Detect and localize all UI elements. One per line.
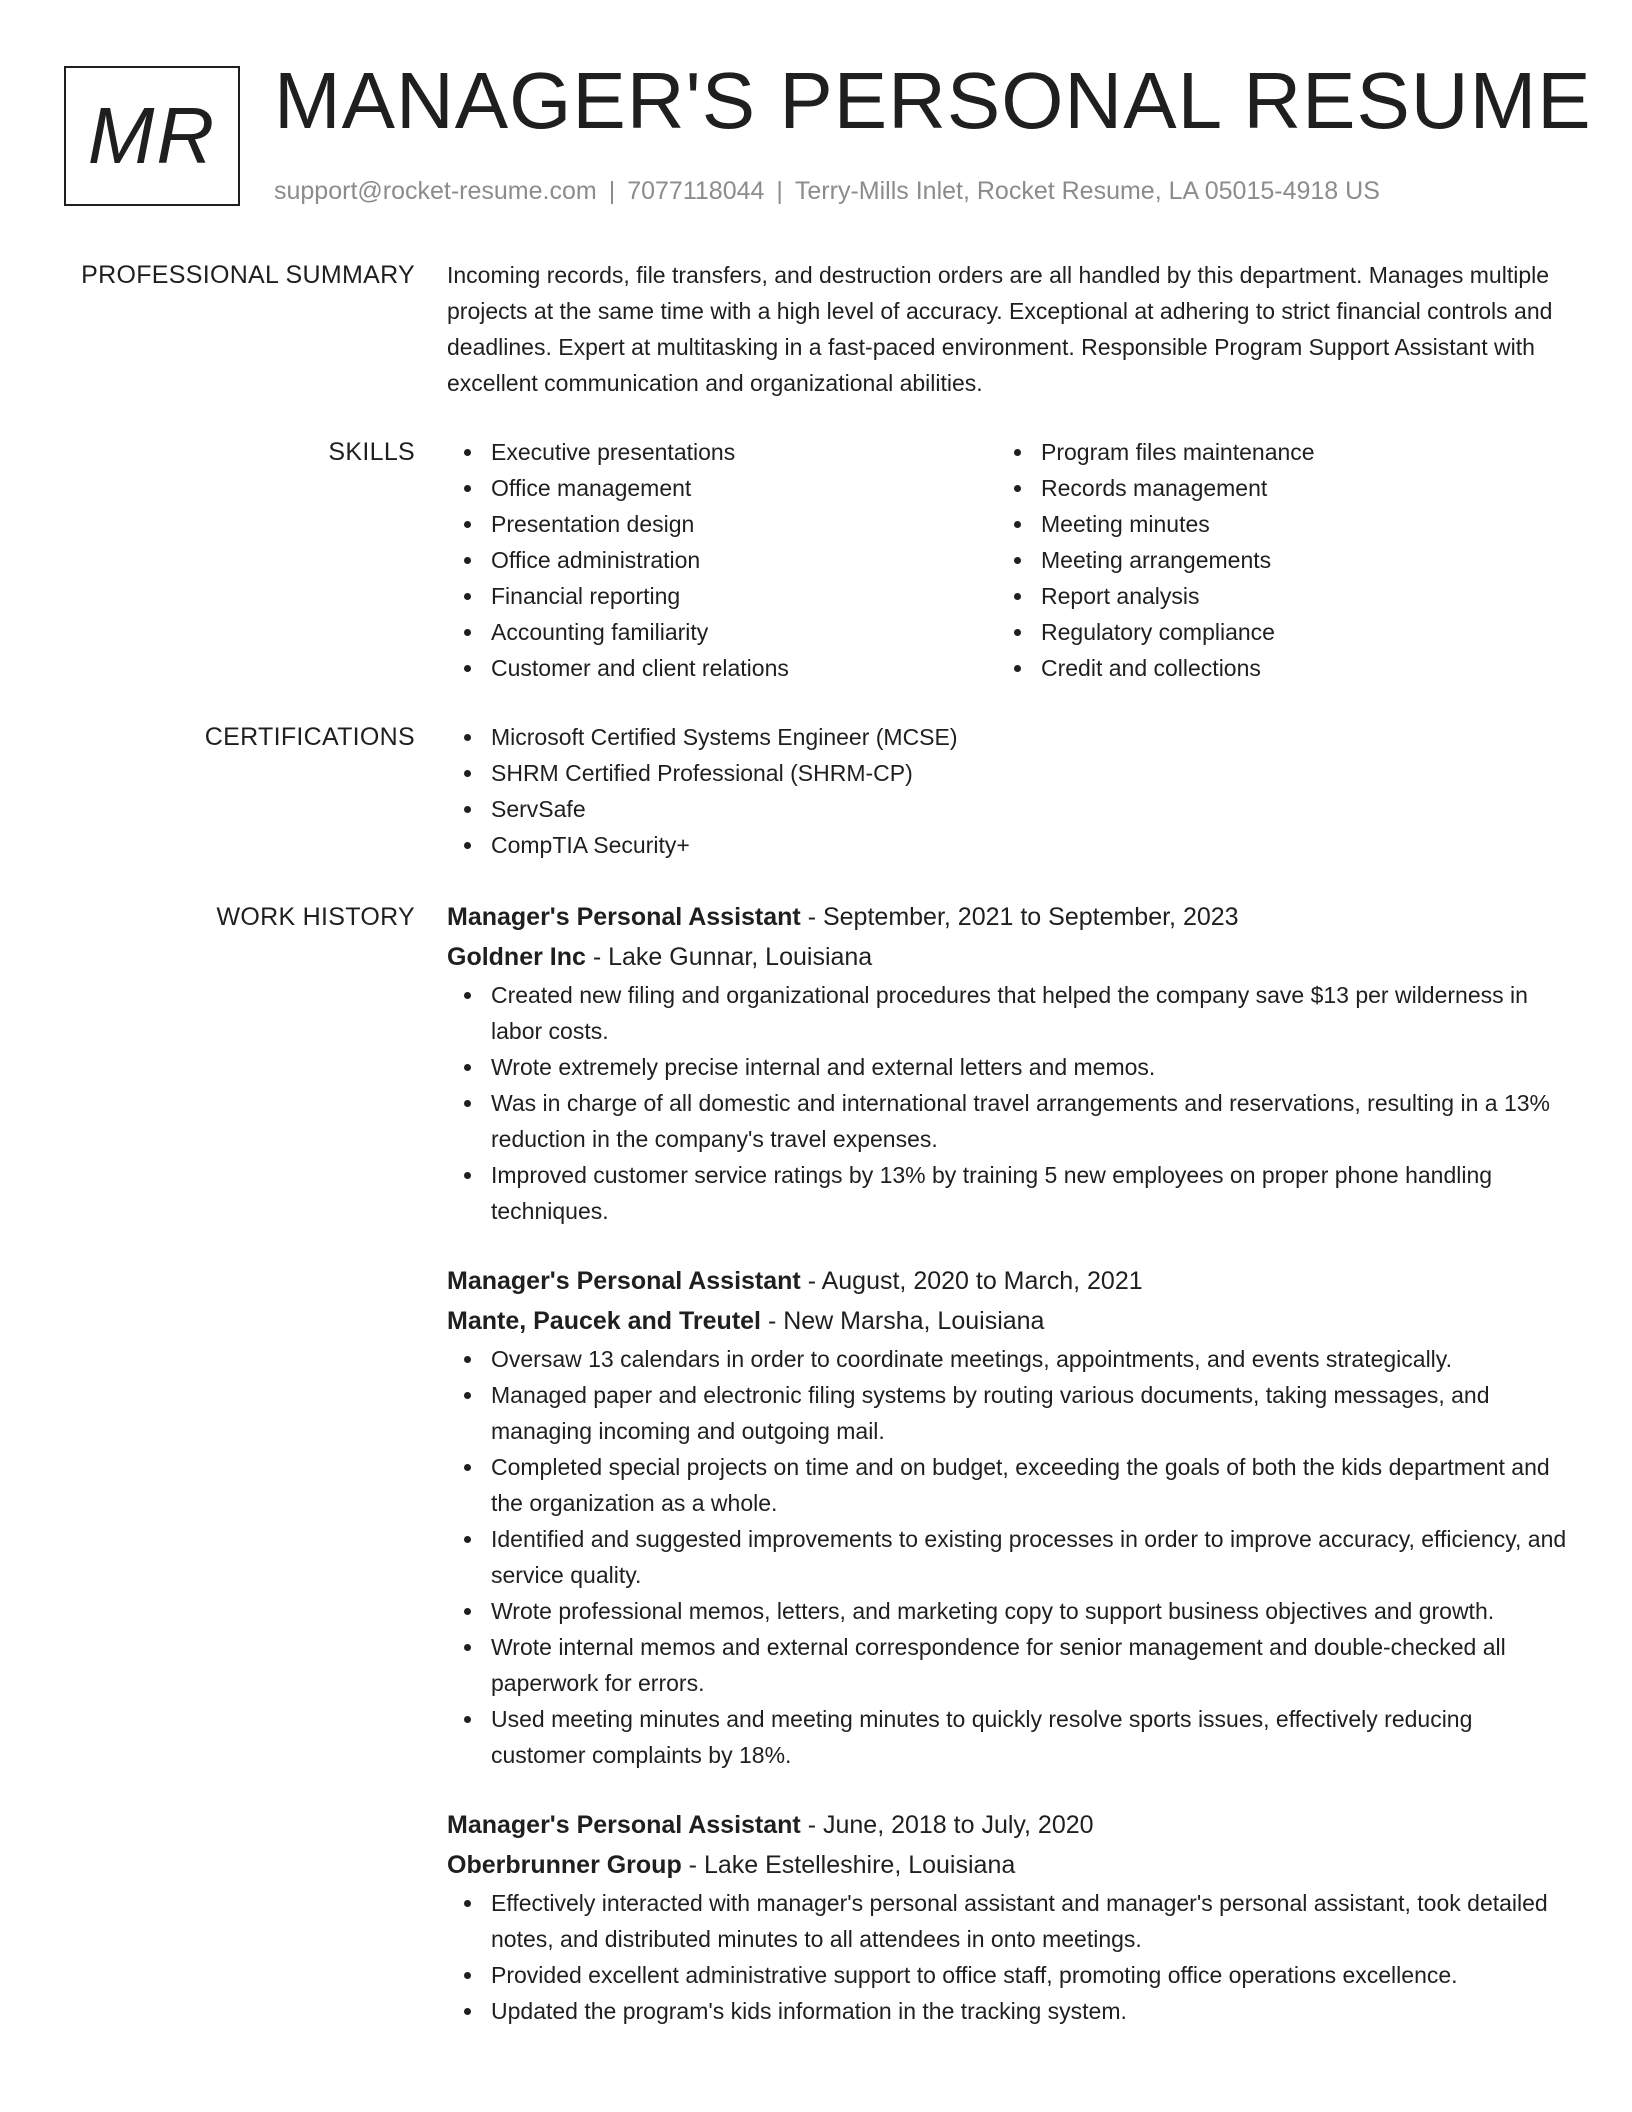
- job-bullets: [447, 1885, 1567, 2029]
- job-company-line: [447, 937, 1567, 977]
- job-entry: [447, 1261, 1567, 1773]
- certification-item: SHRM Certified Professional (SHRM-CP): [447, 755, 1567, 791]
- skill-item: Records management: [997, 470, 1547, 506]
- work-history-body: [447, 897, 1567, 2061]
- job-title: Manager's Personal Assistant: [447, 1267, 801, 1295]
- certification-item: Microsoft Certified Systems Engineer (MCSE): [447, 719, 1567, 755]
- job-bullets: [447, 977, 1567, 1229]
- certifications-list: [447, 719, 1567, 863]
- job-bullet: Provided excellent administrative support to office staff, promoting office operations excellence.: [447, 1957, 1567, 1993]
- skill-item: Meeting arrangements: [997, 542, 1547, 578]
- job-company: Mante, Paucek and Treutel: [447, 1307, 761, 1335]
- resume-title: MANAGER'S PERSONAL RESUME: [274, 56, 1592, 145]
- monogram-logo: [64, 66, 240, 206]
- skills-column-right: [997, 434, 1547, 686]
- section-label-summary: PROFESSIONAL SUMMARY: [81, 261, 415, 289]
- skill-item: Customer and client relations: [447, 650, 997, 686]
- job-bullet: Was in charge of all domestic and international travel arrangements and reservations, resulting in a 13% reduction in the company's travel expenses.: [447, 1085, 1567, 1157]
- job-dates: - August, 2020 to March, 2021: [800, 1267, 1143, 1295]
- summary-text: Incoming records, file transfers, and destruction orders are all handled by this department. Manages multiple projects at the same time with a high level of accuracy. Exceptional at adhering to strict financial controls and deadlines. Expert at multitasking in a fast-paced environment. Responsible Program Support Assistant with excellent communication and organizational abilities.: [447, 262, 1553, 396]
- job-dates: - September, 2021 to September, 2023: [800, 903, 1239, 931]
- job-location: - Lake Gunnar, Louisiana: [585, 943, 873, 971]
- job-location: - Lake Estelleshire, Louisiana: [681, 1851, 1016, 1879]
- job-title: Manager's Personal Assistant: [447, 903, 801, 931]
- job-bullet: Updated the program's kids information in the tracking system.: [447, 1993, 1567, 2029]
- monogram-initials: MR: [87, 91, 217, 180]
- job-bullet: Identified and suggested improvements to existing processes in order to improve accuracy, efficiency, and service quality.: [447, 1521, 1567, 1593]
- skill-item: Office management: [447, 470, 997, 506]
- skill-item: Credit and collections: [997, 650, 1547, 686]
- skill-item: Executive presentations: [447, 434, 997, 470]
- job-bullets: [447, 1341, 1567, 1773]
- job-bullet: Wrote internal memos and external correspondence for senior management and double-checked all paperwork for errors.: [447, 1629, 1567, 1701]
- job-bullet: Created new filing and organizational procedures that helped the company save $13 per wilderness in labor costs.: [447, 977, 1567, 1049]
- job-bullet: Used meeting minutes and meeting minutes to quickly resolve sports issues, effectively reducing customer complaints by 18%.: [447, 1701, 1567, 1773]
- job-title: Manager's Personal Assistant: [447, 1811, 801, 1839]
- section-label-certifications: CERTIFICATIONS: [204, 723, 415, 751]
- job-location: - New Marsha, Louisiana: [761, 1307, 1045, 1335]
- job-title-line: [447, 1805, 1567, 1845]
- skill-item: Meeting minutes: [997, 506, 1547, 542]
- job-entry: [447, 1805, 1567, 2029]
- skill-item: Regulatory compliance: [997, 614, 1547, 650]
- skill-item: Presentation design: [447, 506, 997, 542]
- skill-item: Accounting familiarity: [447, 614, 997, 650]
- job-entry: [447, 897, 1567, 1229]
- skill-item: Program files maintenance: [997, 434, 1547, 470]
- job-bullet: Improved customer service ratings by 13% by training 5 new employees on proper phone handling techniques.: [447, 1157, 1567, 1229]
- contact-separator: |: [608, 177, 616, 205]
- job-bullet: Oversaw 13 calendars in order to coordinate meetings, appointments, and events strategically.: [447, 1341, 1567, 1377]
- section-label-work-history: WORK HISTORY: [216, 903, 415, 931]
- job-bullet: Wrote extremely precise internal and external letters and memos.: [447, 1049, 1567, 1085]
- job-company: Oberbrunner Group: [447, 1851, 682, 1879]
- job-company: Goldner Inc: [447, 943, 586, 971]
- job-bullet: Effectively interacted with manager's personal assistant and manager's personal assistant, took detailed notes, and distributed minutes to all attendees in onto meetings.: [447, 1885, 1567, 1957]
- skills-column-left: [447, 434, 997, 686]
- contact-email[interactable]: support@rocket-resume.com: [274, 177, 597, 205]
- contact-address: Terry-Mills Inlet, Rocket Resume, LA 05015-4918 US: [794, 177, 1380, 205]
- job-title-line: [447, 897, 1567, 937]
- job-title-line: [447, 1261, 1567, 1301]
- summary-body: [447, 257, 1567, 401]
- job-dates: - June, 2018 to July, 2020: [800, 1811, 1094, 1839]
- job-bullet: Managed paper and electronic filing systems by routing various documents, taking messages, and managing incoming and outgoing mail.: [447, 1377, 1567, 1449]
- skill-item: Financial reporting: [447, 578, 997, 614]
- contact-phone[interactable]: 7077118044: [627, 177, 765, 205]
- section-label-skills: SKILLS: [328, 438, 415, 466]
- job-company-line: [447, 1301, 1567, 1341]
- skill-item: Office administration: [447, 542, 997, 578]
- certification-item: CompTIA Security+: [447, 827, 1567, 863]
- contact-line: [274, 175, 1380, 207]
- certification-item: ServSafe: [447, 791, 1567, 827]
- skill-item: Report analysis: [997, 578, 1547, 614]
- skills-grid: [447, 434, 1567, 686]
- job-bullet: Completed special projects on time and on budget, exceeding the goals of both the kids department and the organization as a whole.: [447, 1449, 1567, 1521]
- job-company-line: [447, 1845, 1567, 1885]
- contact-separator: |: [776, 177, 783, 205]
- job-bullet: Wrote professional memos, letters, and marketing copy to support business objectives and growth.: [447, 1593, 1567, 1629]
- certifications-body: [447, 719, 1567, 863]
